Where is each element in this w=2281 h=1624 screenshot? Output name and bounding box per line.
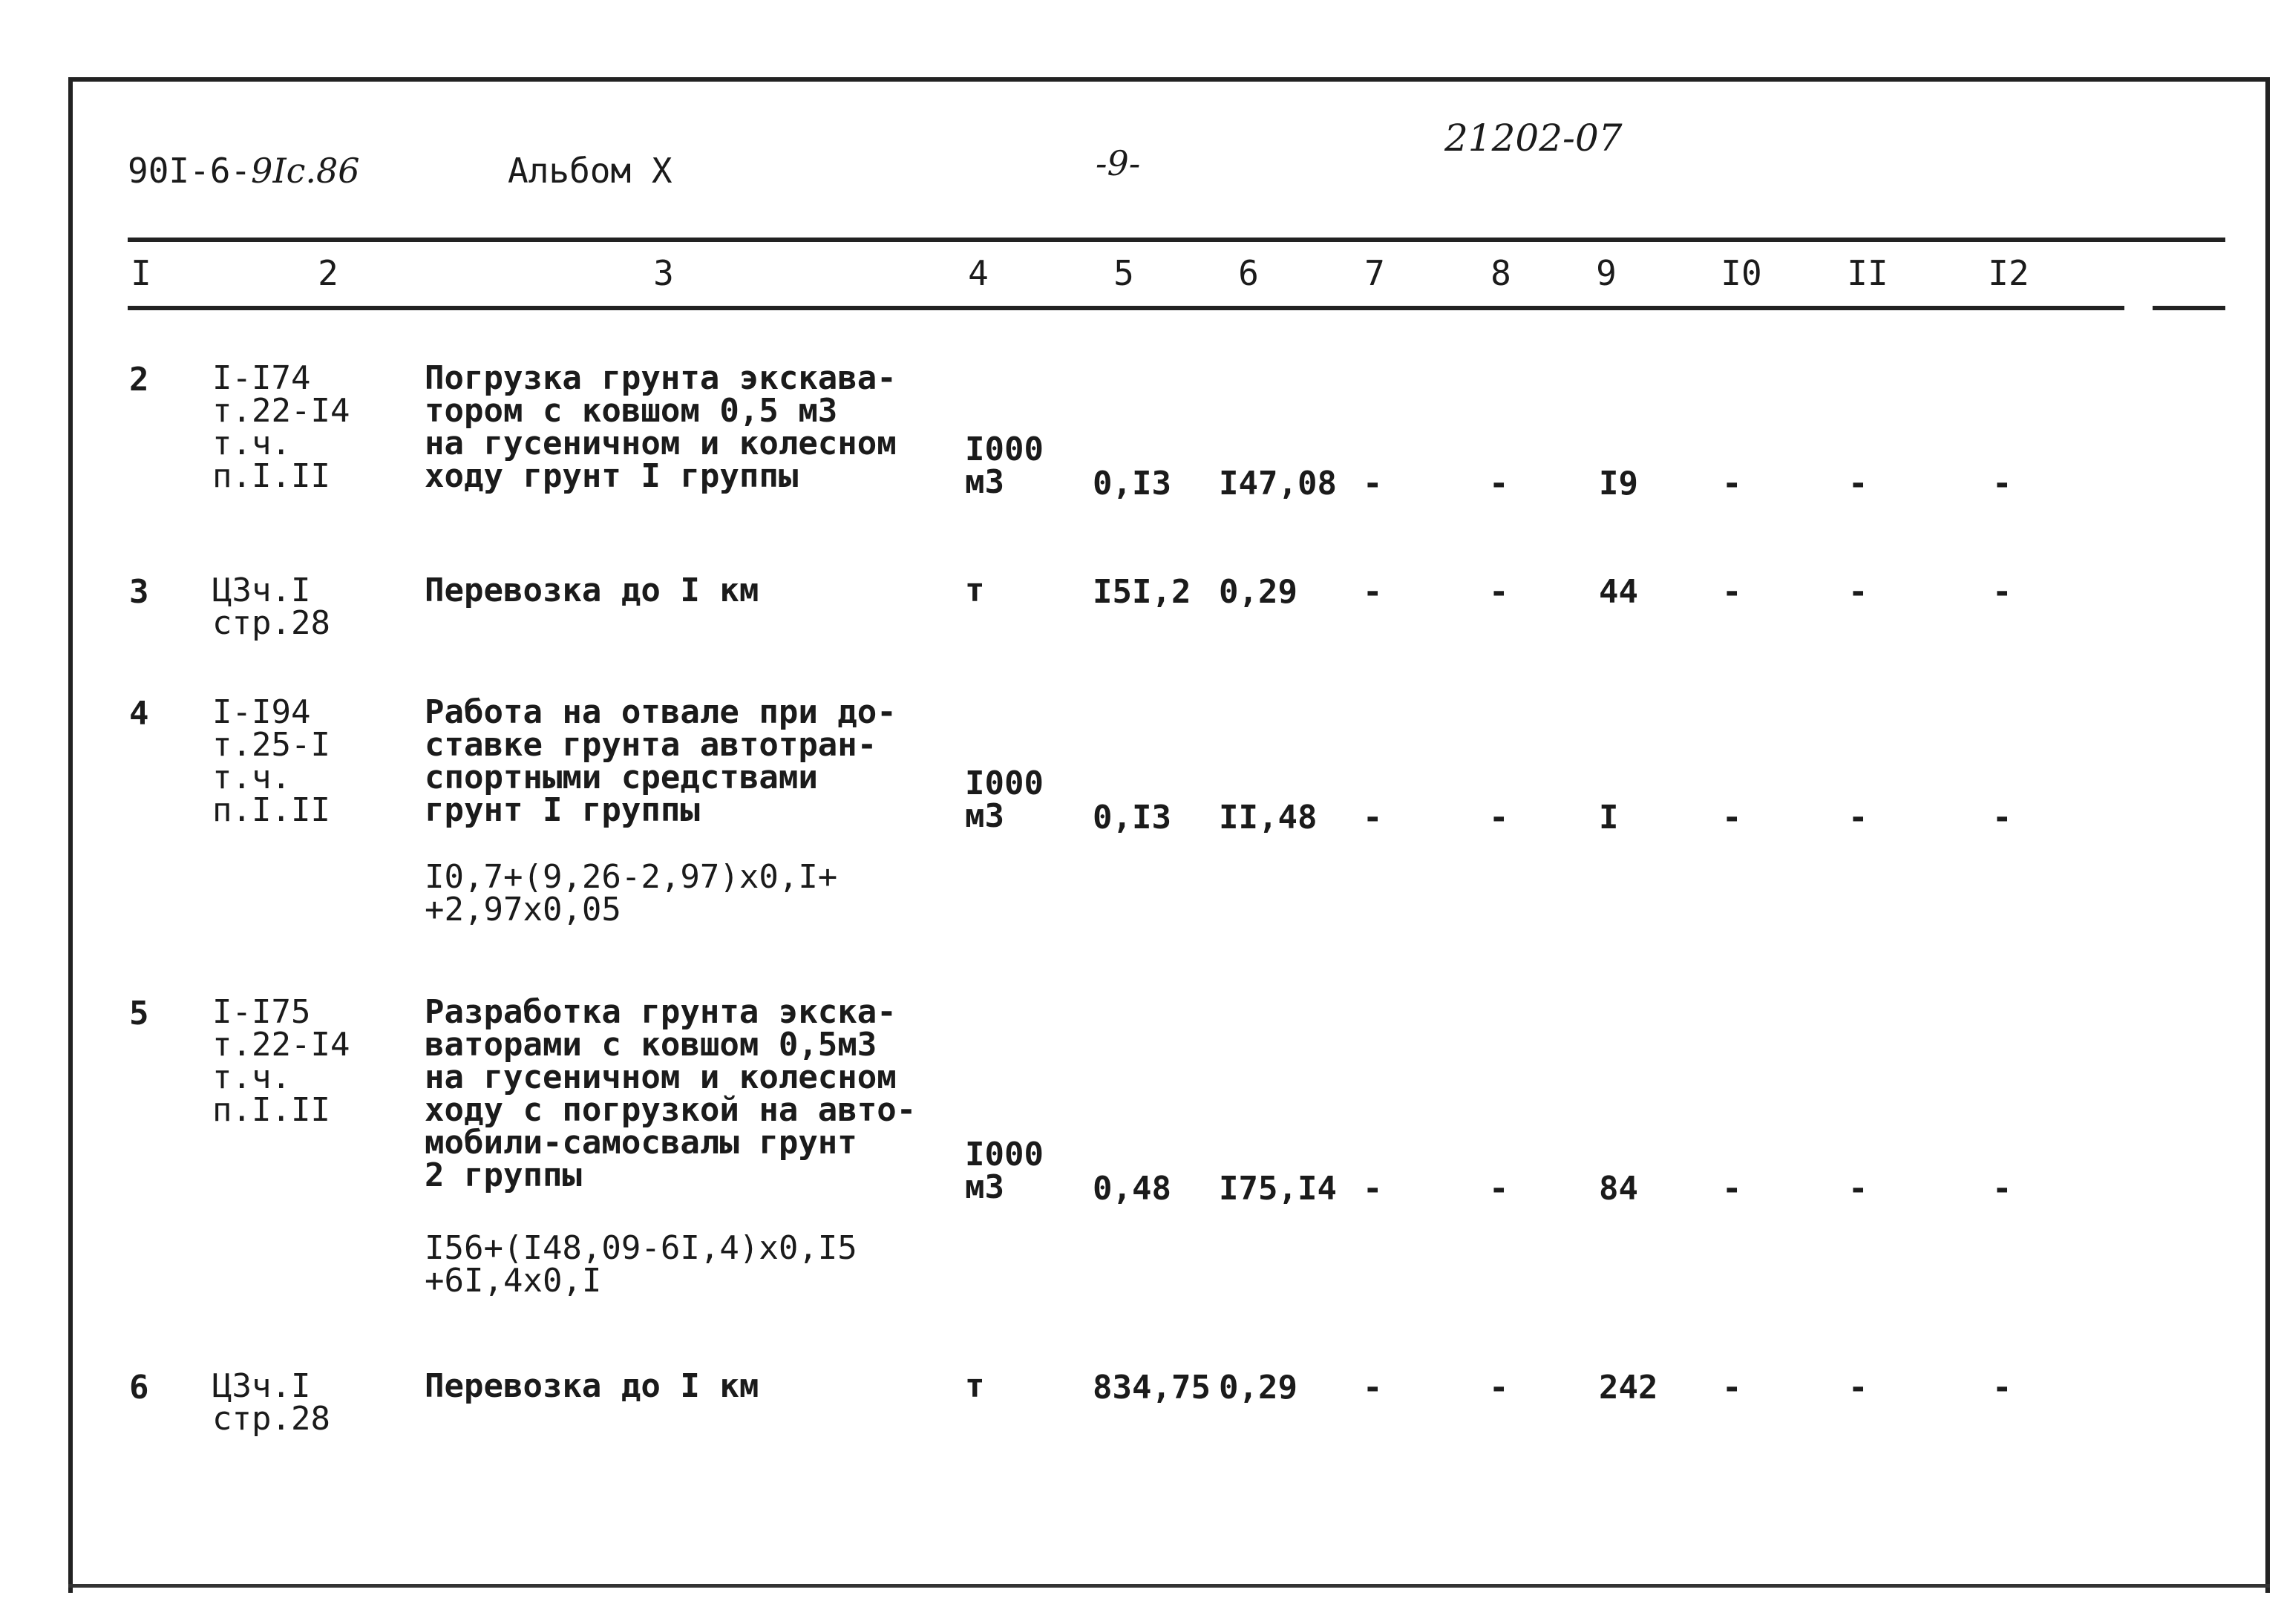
work-description: Перевозка до I км [425,1367,759,1405]
col-10-value: - [1722,799,1742,836]
col-10-value: - [1722,573,1742,611]
col-8-value: - [1489,573,1509,611]
col-7-value: - [1363,1170,1383,1208]
work-description: Перевозка до I км [425,572,759,609]
col-7-value: - [1363,573,1383,611]
col-12-value: - [1992,573,2012,611]
column-number-3: 3 [653,253,674,293]
unit-price: II,48 [1219,799,1318,836]
unit-of-measure: т [965,572,985,609]
header-top-rule [128,238,2225,242]
unit-price: 0,29 [1219,1369,1297,1407]
col-11-value: - [1848,465,1868,502]
col-10-value: - [1722,1369,1742,1407]
work-description: Разработка грунта экска- ваторами с ковшом 0,5м3 на гусеничном и колесном ходу с погрузкой на авто- мобили-самосвалы грунт 2 группы [425,993,917,1194]
norm-code: I-I94 т.25-I т.ч. п.I.II [212,693,330,829]
row-number: 4 [129,695,149,733]
work-description: Погрузка грунта экскава- тором с ковшом 0,5 м3 на гусеничном и колесном ходу грунт I группы [425,359,897,495]
col-9-value: I9 [1599,465,1638,502]
quantity: 0,I3 [1093,465,1171,502]
unit-price: 0,29 [1219,573,1297,611]
album-title: Альбом X [508,151,672,191]
header-bottom-rule [128,306,2124,310]
col-12-value: - [1992,1369,2012,1407]
unit-price: I47,08 [1219,465,1337,502]
col-8-value: - [1489,465,1509,502]
col-9-value: I [1599,799,1619,836]
column-number-8: 8 [1490,253,1511,293]
row-number: 3 [129,573,149,611]
col-8-value: - [1489,1369,1509,1407]
col-7-value: - [1363,1369,1383,1407]
quantity: 0,I3 [1093,799,1171,836]
quantity: 834,75 [1093,1369,1211,1407]
page-number: -9- [1096,143,1141,183]
norm-code: Ц3ч.I стр.28 [212,572,330,642]
column-number-4: 4 [968,253,989,293]
unit-of-measure: I000 м3 [965,1136,1044,1206]
col-10-value: - [1722,465,1742,502]
row-number: 6 [129,1369,149,1407]
col-8-value: - [1489,1170,1509,1208]
col-9-value: 242 [1599,1369,1658,1407]
col-7-value: - [1363,465,1383,502]
col-10-value: - [1722,1170,1742,1208]
quantity: I5I,2 [1093,573,1191,611]
col-11-value: - [1848,799,1868,836]
col-9-value: 44 [1599,573,1638,611]
col-9-value: 84 [1599,1170,1638,1208]
column-number-11: II [1847,253,1888,293]
column-number-12: I2 [1988,253,2029,293]
calculation-formula: I0,7+(9,26-2,97)x0,I+ +2,97x0,05 [425,858,838,929]
col-11-value: - [1848,1170,1868,1208]
header-bottom-rule-tail [2153,306,2225,310]
col-11-value: - [1848,1369,1868,1407]
unit-of-measure: I000 м3 [965,764,1044,835]
norm-code: I-I75 т.22-I4 т.ч. п.I.II [212,993,350,1129]
col-12-value: - [1992,1170,2012,1208]
col-11-value: - [1848,573,1868,611]
row-number: 2 [129,361,149,399]
work-description: Работа на отвале при до- ставке грунта автотран- спортными средствами грунт I группы [425,693,897,829]
quantity: 0,48 [1093,1170,1171,1208]
unit-price: I75,I4 [1219,1170,1337,1208]
column-number-1: I [131,253,151,293]
unit-of-measure: т [965,1367,985,1405]
document-code-printed: 90I-6- [128,151,252,191]
column-number-9: 9 [1596,253,1617,293]
col-12-value: - [1992,799,2012,836]
col-8-value: - [1489,799,1509,836]
norm-code: Ц3ч.I стр.28 [212,1367,330,1438]
reference-number: 21202-07 [1444,117,1623,160]
norm-code: I-I74 т.22-I4 т.ч. п.I.II [212,359,350,495]
column-number-7: 7 [1364,253,1385,293]
row-number: 5 [129,995,149,1032]
col-7-value: - [1363,799,1383,836]
document-code-handwritten: 9Ic.86 [251,151,360,191]
column-number-5: 5 [1113,253,1134,293]
column-number-10: I0 [1721,253,1762,293]
calculation-formula: I56+(I48,09-6I,4)x0,I5 +6I,4x0,I [425,1229,857,1300]
column-number-6: 6 [1238,253,1259,293]
col-12-value: - [1992,465,2012,502]
unit-of-measure: I000 м3 [965,430,1044,501]
column-number-2: 2 [318,253,338,293]
frame-bottom-line [68,1584,2270,1588]
document-code [128,153,360,189]
